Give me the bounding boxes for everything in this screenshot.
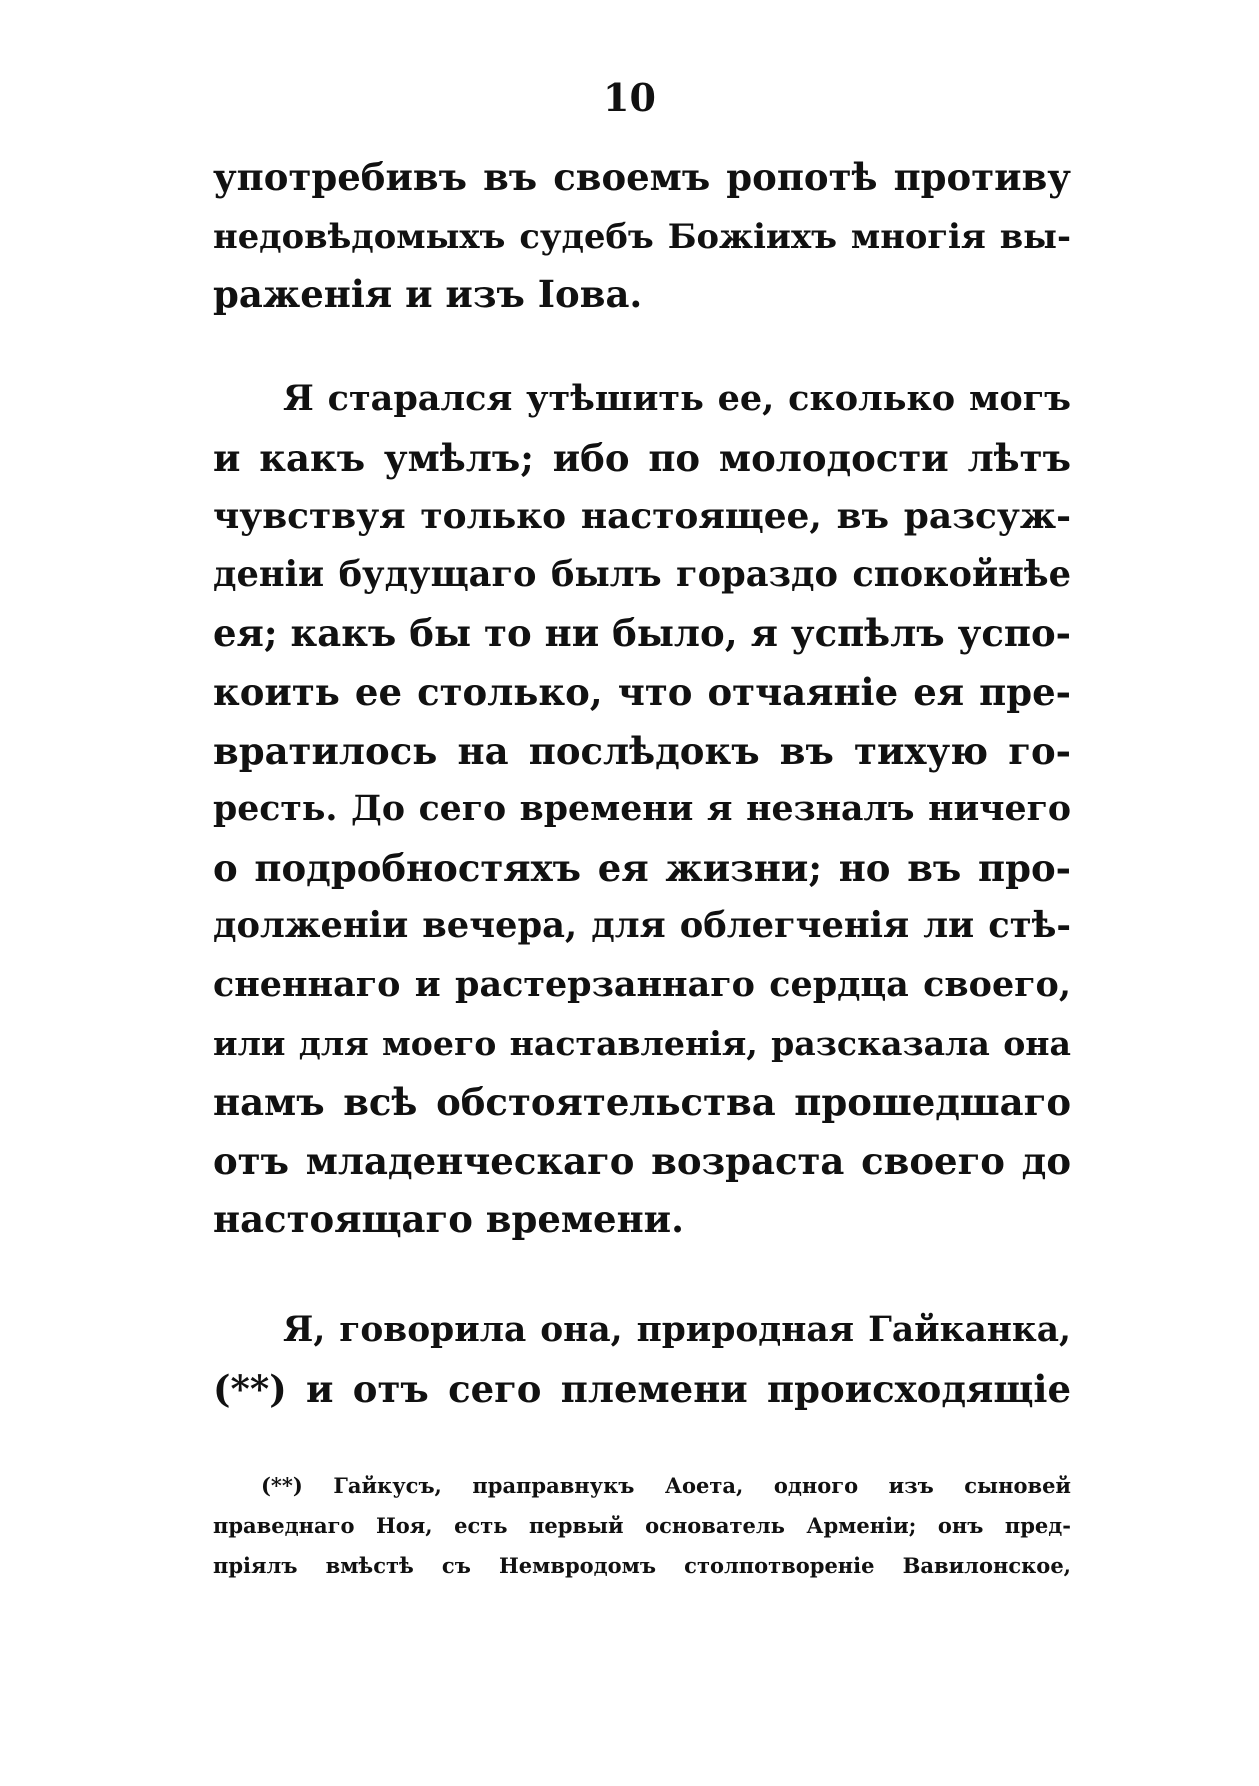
footnote-line: праведнаго Ноя, есть первый основатель Арменіи; онъ пред- [213, 1513, 1071, 1538]
text-line: Я, говорила она, природная Гайканка, [283, 1310, 1071, 1350]
text-line: вратилось на послѣдокъ въ тихую го- [213, 728, 1071, 773]
paragraph-3 [213, 1301, 1071, 1418]
text-line: деніи будущаго былъ гораздо спокойнѣе [213, 553, 1071, 595]
text-line: намъ всѣ обстоятельства прошедшаго [213, 1080, 1071, 1125]
footnote-line: пріялъ вмѣстѣ съ Немвродомъ столпотвореніе Вавилонское, [213, 1553, 1071, 1578]
text-line: о подробностяхъ ея жизни; но въ про- [213, 845, 1071, 890]
text-line: коить ее столько, что отчаяніе ея пре- [213, 669, 1071, 714]
paragraph-2 [213, 370, 1071, 1249]
text-line: употребивъ въ своемъ ропотѣ противу [213, 155, 1071, 199]
text-line: раженія и изъ Іова. [213, 272, 643, 317]
text-line: (**) и отъ сего племени происходящіе [213, 1366, 1071, 1411]
text-line: или для моего наставленія, разсказала она [213, 1023, 1071, 1063]
text-line: Я старался утѣшить ее, сколько могъ [283, 378, 1071, 419]
text-line: долженіи вечера, для облегченія ли стѣ- [213, 905, 1071, 947]
text-line: отъ младенческаго возраста своего до [213, 1138, 1071, 1183]
text-line: сненнаго и растерзаннаго сердца своего, [213, 963, 1071, 1005]
text-line: недовѣдомыхъ судебъ Божіихъ многія вы- [213, 215, 1071, 256]
footnote-line: (**) Гайкусъ, праправнукъ Аоета, одного изъ сыновей [261, 1473, 1071, 1498]
text-line: настоящаго времени. [213, 1197, 684, 1242]
text-line: ея; какъ бы то ни было, я успѣлъ успо- [213, 611, 1071, 656]
text-line: ресть. До сего времени я незналъ ничего [213, 788, 1071, 830]
text-line: чувствуя только настоящее, въ разсуж- [213, 495, 1071, 538]
footnote [213, 1466, 1071, 1586]
paragraph-1 [213, 148, 1071, 324]
text-line: и какъ умѣлъ; ибо по молодости лѣтъ [213, 435, 1071, 480]
page-number: 10 [603, 75, 656, 120]
